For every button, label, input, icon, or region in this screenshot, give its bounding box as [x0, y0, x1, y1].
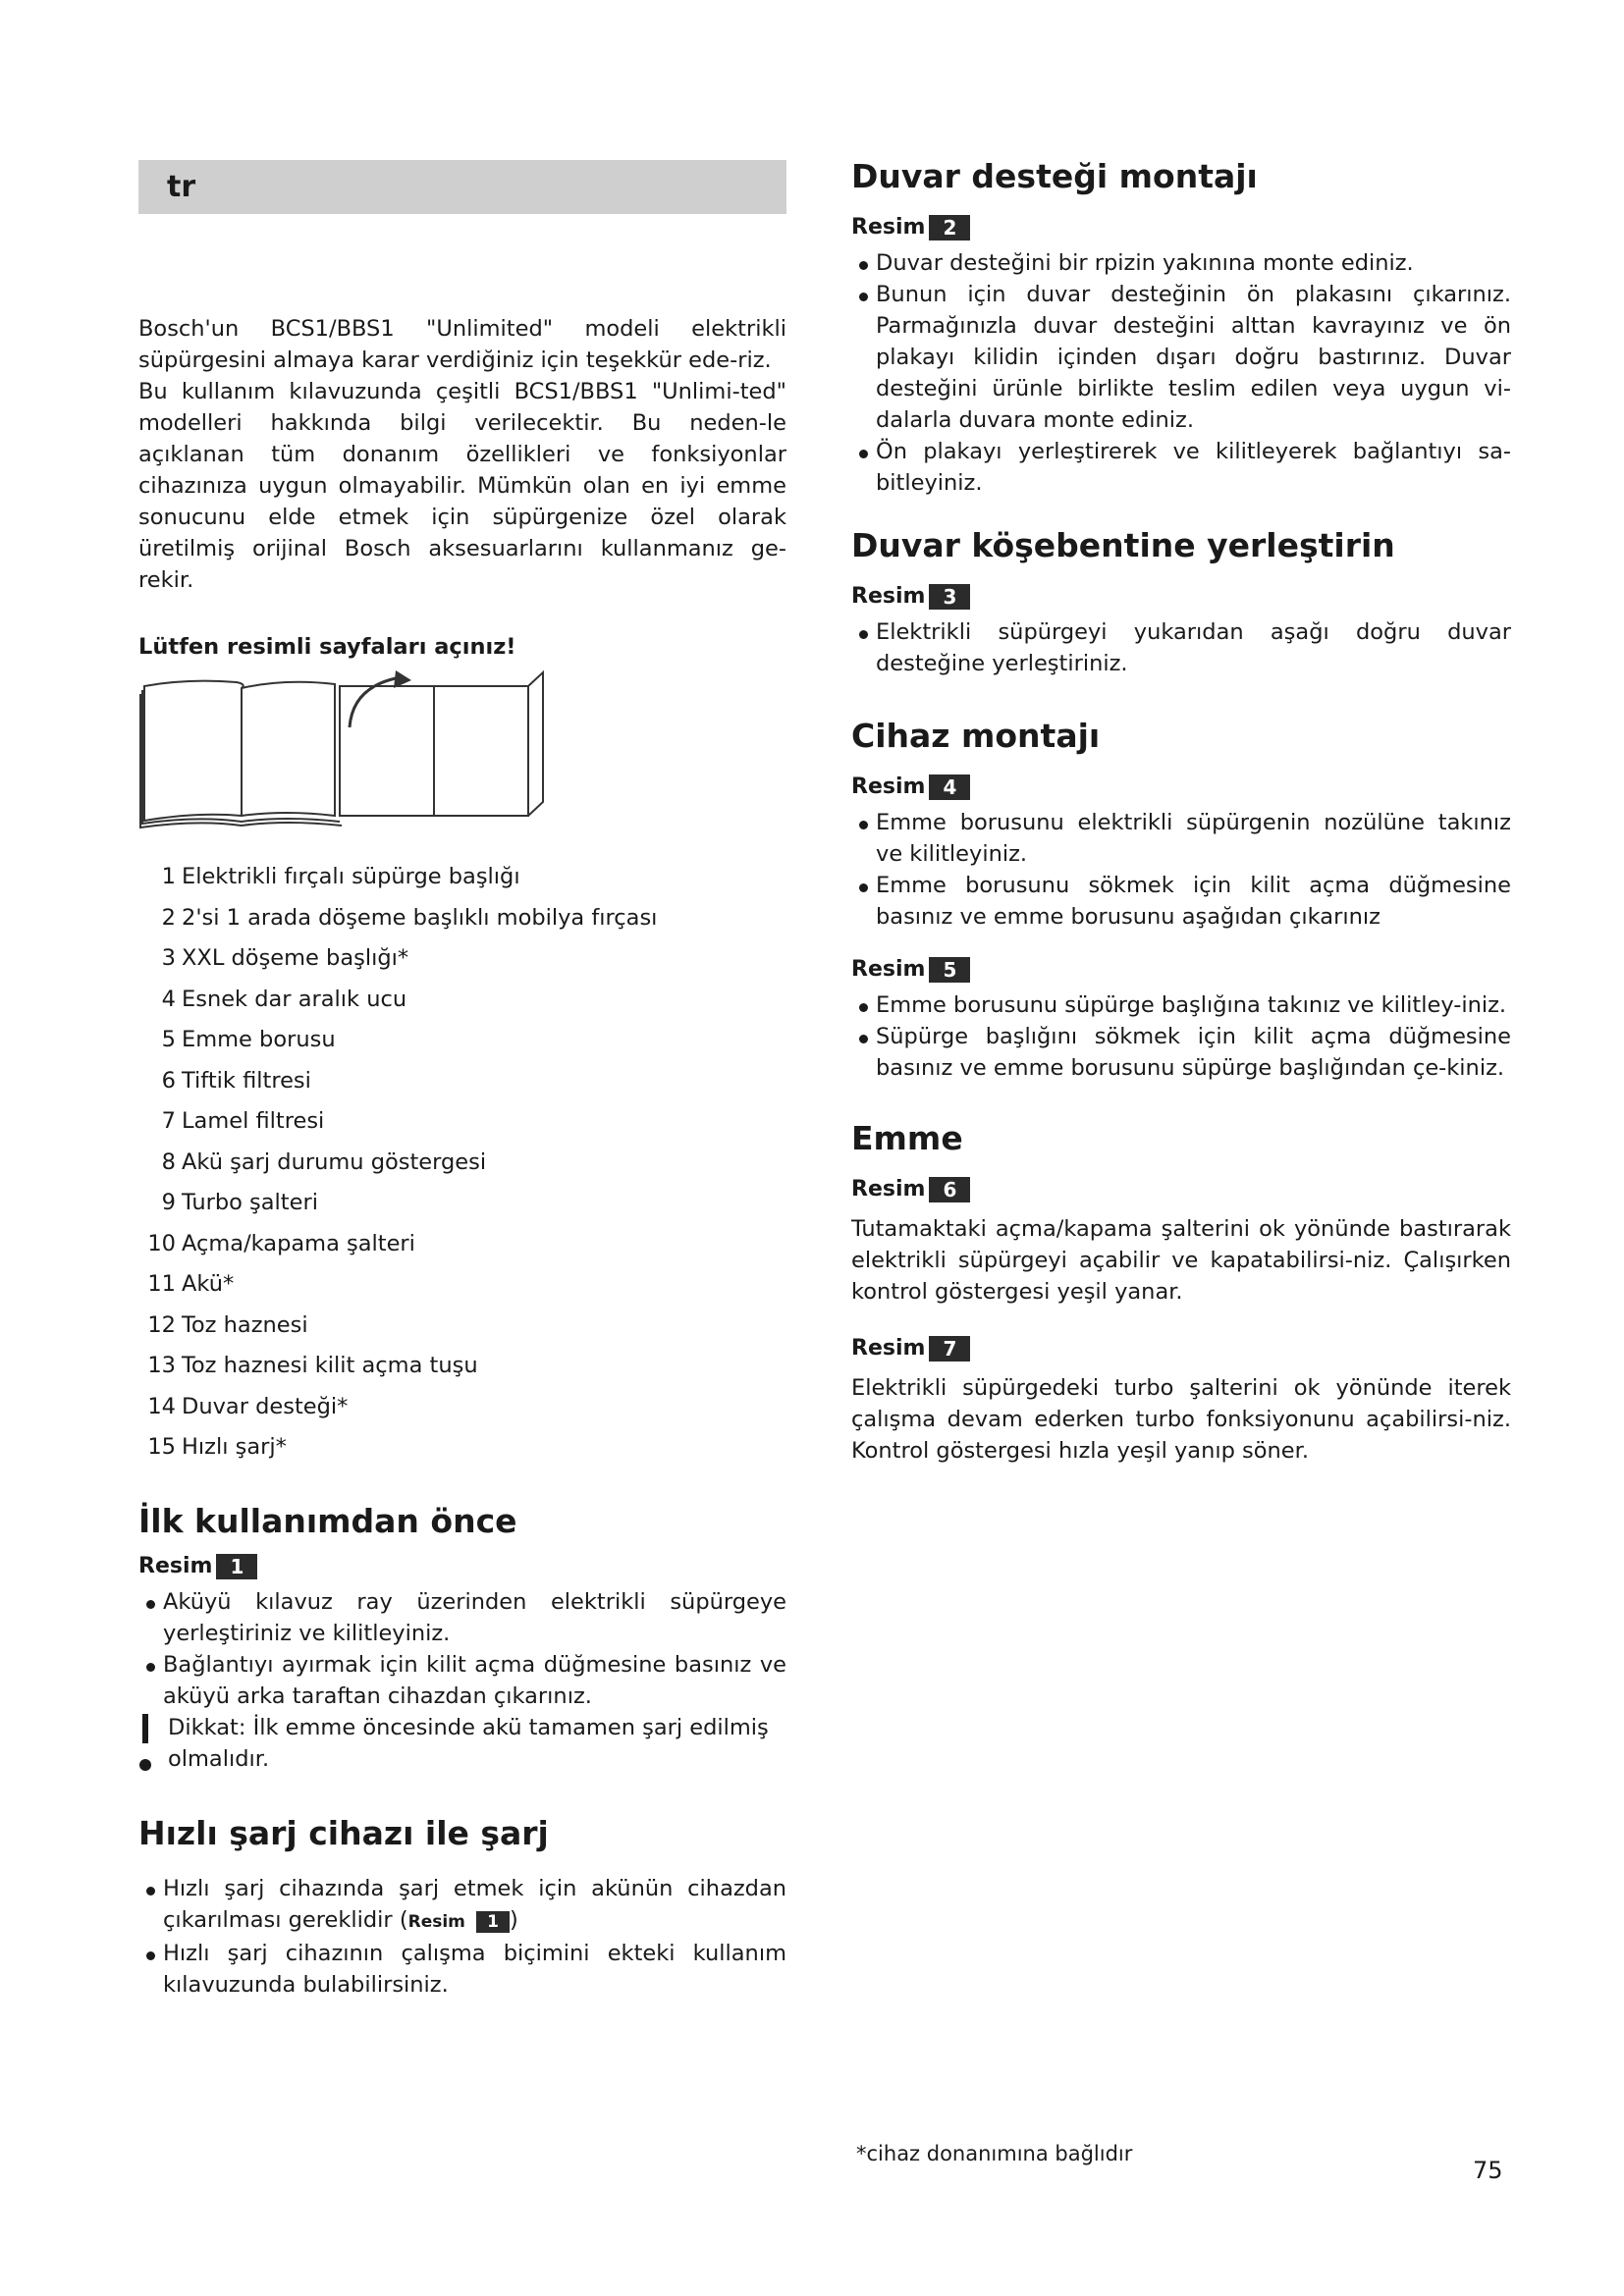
assembly-heading: Cihaz montajı: [851, 717, 1101, 755]
figure-number-badge: 2: [929, 215, 970, 240]
list-item: 1 Elektrikli fırçalı süpürge başlığı: [161, 864, 520, 889]
figure-number-badge: 1: [216, 1554, 257, 1579]
suction-paragraph-1: Tutamaktaki açma/kapama şalterini ok yönünde bastırarak elektrikli süpürgeyi açabilir ve kapatabilirsi-niz. Çalışırken kontrol göstergesi yeşil yanar.: [851, 1216, 1511, 1305]
first-use-steps: [138, 1586, 786, 1712]
right-column: [851, 157, 1511, 1467]
wall-mount-steps: [851, 247, 1511, 499]
list-item: Süpürge başlığını sökmek için kilit açma düğmesine basınız ve emme borusunu süpürge başlığından çe-kiniz.: [851, 1021, 1511, 1084]
figure-ref: Resim 6: [851, 1176, 1511, 1203]
figure-number-badge: 1: [476, 1911, 510, 1933]
list-item: 11 Akü*: [147, 1271, 235, 1297]
footnote: *cihaz donanımına bağlıdır: [856, 2142, 1133, 2165]
list-item: Emme borusunu sökmek için kilit açma düğmesine basınız ve emme borusunu aşağıdan çıkarınız: [851, 870, 1511, 933]
warning-note: Dikkat: İlk emme öncesinde akü tamamen şarj edilmiş olmalıdır.: [138, 1712, 786, 1775]
list-item: 13 Toz haznesi kilit açma tuşu: [147, 1353, 478, 1378]
list-item: Bunun için duvar desteğinin ön plakasını çıkarınız. Parmağınızla duvar desteğini alttan kavrayınız ve ön plakayı kilidin içinden dışarı doğru bastırınız. Duvar desteğini ürünle birlikte teslim edilen veya uygun vi-dalarla duvara monte ediniz.: [851, 279, 1511, 436]
list-item: Aküyü kılavuz ray üzerinden elektrikli süpürgeye yerleştiriniz ve kilitleyiniz.: [138, 1586, 786, 1649]
list-item: 3 XXL döşeme başlığı*: [161, 945, 409, 971]
intro-paragraph-2: Bu kullanım kılavuzunda çeşitli BCS1/BBS1 "Unlimi-ted" modelleri hakkında bilgi verilecektir. Bu neden-le açıklanan tüm donanım özellikleri ve fonksiyonlar cihazınıza uygun olmayabilir. Mümkün olan en iyi emme sonucunu elde etmek için süpürgenize özel olarak üretilmiş orijinal Bosch aksesuarlarını kullanmanız ge-rekir.: [138, 379, 786, 593]
list-item: 12 Toz haznesi: [147, 1311, 308, 1338]
list-item: Bağlantıyı ayırmak için kilit açma düğmesine basınız ve aküyü arka taraftan cihazdan çıkarınız.: [138, 1649, 786, 1712]
figure-number-badge: 4: [929, 774, 970, 800]
list-item: Duvar desteğini bir rpizin yakınına monte ediniz.: [851, 247, 1511, 279]
figure-ref: Resim 5: [851, 956, 1511, 984]
list-item: 15 Hızlı şarj*: [147, 1434, 287, 1460]
list-item: Ön plakayı yerleştirerek ve kilitleyerek bağlantıyı sa-bitleyiniz.: [851, 436, 1511, 499]
figure-number-badge: 7: [929, 1336, 970, 1362]
figure-number-badge: 5: [929, 957, 970, 983]
list-item: 14 Duvar desteği*: [147, 1393, 349, 1419]
figure-ref: Resim 2: [851, 214, 1511, 241]
wall-bracket-heading: Duvar köşebentine yerleştirin: [851, 526, 1395, 564]
list-item: 7 Lamel filtresi: [161, 1108, 325, 1134]
list-item: 8 Akü şarj durumu göstergesi: [161, 1148, 487, 1175]
list-item: 4 Esnek dar aralık ucu: [161, 986, 407, 1012]
exclamation-icon: [138, 1714, 152, 1775]
list-item: 10 Açma/kapama şalteri: [147, 1230, 415, 1256]
list-item: 9 Turbo şalteri: [161, 1190, 318, 1215]
open-book-illustration: [138, 668, 551, 835]
list-item: Hızlı şarj cihazında şarj etmek için akünün cihazdan çıkarılması gereklidir (Resim 1 ): [138, 1873, 786, 1938]
intro-paragraph-1: Bosch'un BCS1/BBS1 "Unlimited" modeli elektrikli süpürgesini almaya karar verdiğiniz için teşekkür ede-riz.: [138, 316, 786, 373]
suction-heading: Emme: [851, 1119, 963, 1157]
first-use-heading: İlk kullanımdan önce: [138, 1501, 517, 1540]
open-pages-note: Lütfen resimli sayfaları açınız!: [138, 634, 516, 660]
figure-ref: Resim 3: [851, 583, 1511, 611]
wall-bracket-steps: [851, 616, 1511, 679]
assembly-steps-b: [851, 989, 1511, 1084]
fast-charge-heading: Hızlı şarj cihazı ile şarj: [138, 1813, 549, 1852]
assembly-steps-a: [851, 807, 1511, 933]
figure-ref: Resim 7: [851, 1335, 1511, 1362]
figure-number-badge: 3: [929, 584, 970, 610]
list-item: 6 Tiftik filtresi: [161, 1067, 311, 1094]
language-header: tr: [138, 160, 786, 214]
left-column: [138, 160, 786, 2001]
figure-number-badge: 6: [929, 1177, 970, 1202]
list-item: 2 2'si 1 arada döşeme başlıklı mobilya fırçası: [161, 904, 658, 931]
list-item: Elektrikli süpürgeyi yukarıdan aşağı doğru duvar desteğine yerleştiriniz.: [851, 616, 1511, 679]
list-item: Emme borusunu elektrikli süpürgenin nozülüne takınız ve kilitleyiniz.: [851, 807, 1511, 870]
list-item: Emme borusunu süpürge başlığına takınız ve kilitley-iniz.: [851, 989, 1511, 1021]
figure-ref: Resim 1: [138, 1553, 786, 1580]
figure-ref: Resim 4: [851, 774, 1511, 801]
list-item: Hızlı şarj cihazının çalışma biçimini ekteki kullanım kılavuzunda bulabilirsiniz.: [138, 1938, 786, 2001]
fast-charge-steps: [138, 1873, 786, 2001]
page-number: 75: [1473, 2157, 1503, 2184]
list-item: 5 Emme borusu: [161, 1027, 336, 1052]
parts-list: [138, 857, 786, 1468]
suction-paragraph-2: Elektrikli süpürgedeki turbo şalterini ok yönünde iterek çalışma devam ederken turbo fonksiyonunu açabilirsi-niz. Kontrol göstergesi hızla yeşil yanıp söner.: [851, 1375, 1511, 1464]
wall-mount-heading: Duvar desteği montajı: [851, 157, 1258, 195]
